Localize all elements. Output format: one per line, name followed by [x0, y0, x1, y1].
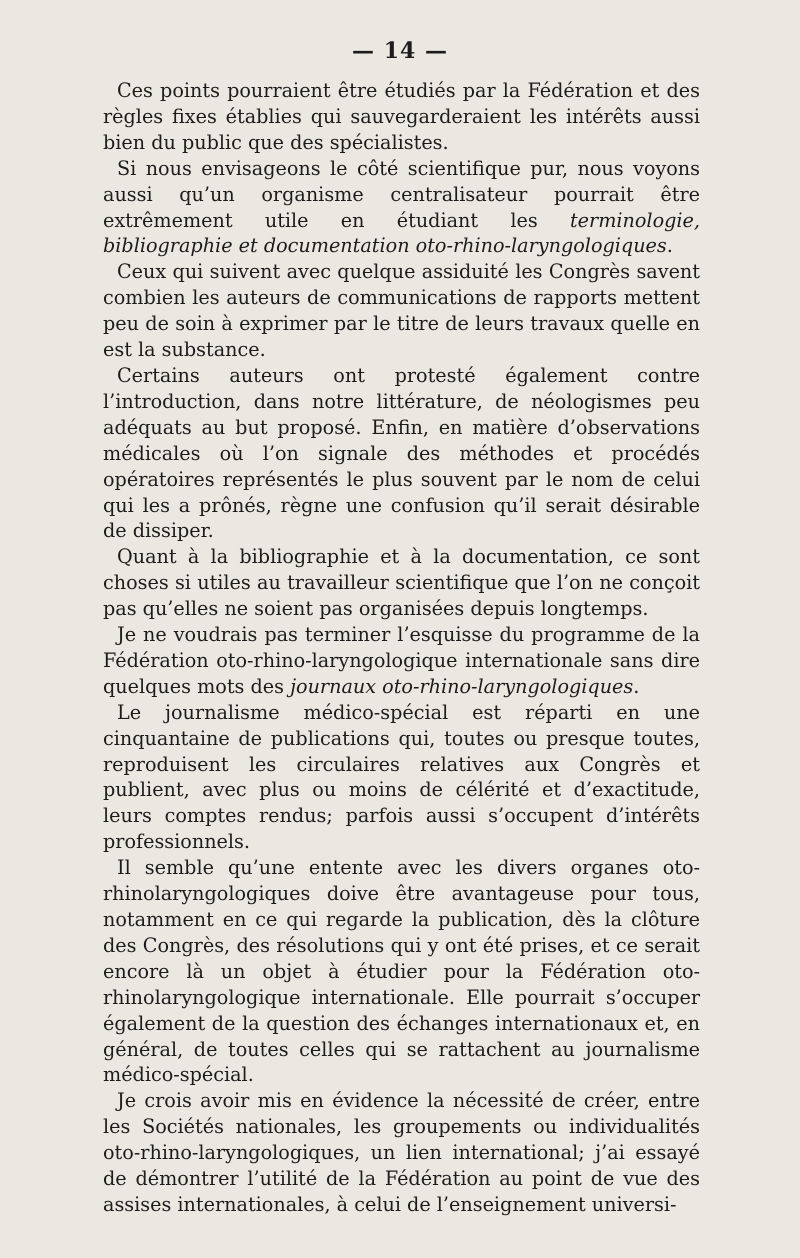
italic-segment: journaux oto-rhino-laryngologiques	[290, 674, 634, 698]
paragraph	[103, 544, 700, 622]
body-text	[103, 78, 700, 1218]
text-segment: Quant à la bibliographie et à la documentation, ce sont choses si utiles au travailleur scientifique que l’on ne conçoit pas qu’elles ne soient pas organisées depuis longtemps.	[103, 545, 700, 621]
text-segment: Ces points pourraient être étudiés par la Fédération et des règles fixes établies qui sauvegarderaient les intérêts aussi bien du public que des spécialistes.	[103, 79, 700, 154]
paragraph	[103, 156, 700, 260]
paragraph	[103, 78, 700, 156]
page-number: — 14 —	[352, 38, 448, 64]
paragraph	[103, 700, 700, 855]
text-segment: Je ne voudrais pas terminer l’esquisse du programme de la Fédération oto-rhino-laryngologique internationale sans dire quelques mots des	[103, 623, 700, 698]
text-segment: Ceux qui suivent avec quelque assiduité les Congrès savent combien les auteurs de communications de rapports mettent peu de soin à exprimer par le titre de leurs travaux quelle en est la substance.	[103, 260, 700, 362]
paragraph	[103, 855, 700, 1088]
paragraph	[103, 259, 700, 363]
text-segment: Le journalisme médico-spécial est réparti en une cinquantaine de publications qui, toutes ou presque toutes, reproduisent les circulaires relatives aux Congrès et publient, avec plus ou moins de célérité et d’exactitude, leurs comptes rendus; parfois aussi s’occupent d’intérêts professionnels.	[103, 700, 700, 854]
text-segment: .	[633, 674, 640, 698]
paragraph	[103, 363, 700, 544]
text-segment: .	[666, 234, 673, 258]
text-segment: Il semble qu’une entente avec les divers organes oto-rhinolaryngologiques doive être avantageuse pour tous, notamment en ce qui regarde la publication, dès la clôture des Congrès, des résolutions qui y ont été prises, et ce serait encore là un objet à étudier pour la Fédération oto-rhinolaryngologique internationale. Elle pourrait s’occuper également de la question des échanges internationaux et, en général, de toutes celles qui se rattachent au journalisme médico-spécial.	[103, 856, 700, 1087]
paragraph	[103, 1088, 700, 1218]
text-segment: Je crois avoir mis en évidence la nécessité de créer, entre les Sociétés nationales, les groupements ou individualités oto-rhino-laryngologiques, un lien international; j’ai essayé de démontrer l’utilité de la Fédération au point de vue des assises internationales, à celui de l’enseignement universi-	[103, 1089, 700, 1216]
italic-segment: terminologie, bibliographie et documentation oto-rhino-laryngologiques	[103, 208, 700, 258]
text-segment: Si nous envisageons le côté scientifique pur, nous voyons aussi qu’un organisme centralisateur pourrait être extrêmement utile en étudiant les	[103, 156, 700, 232]
text-segment: Certains auteurs ont protesté également contre l’introduction, dans notre littérature, de néologismes peu adéquats au but proposé. Enfin, en matière d’observations médicales où l’on signale des méthodes et procédés opératoires représentés le plus souvent par le nom de celui qui les a prônés, règne une confusion qu’il serait désirable de dissiper.	[103, 363, 700, 543]
paragraph	[103, 622, 700, 700]
